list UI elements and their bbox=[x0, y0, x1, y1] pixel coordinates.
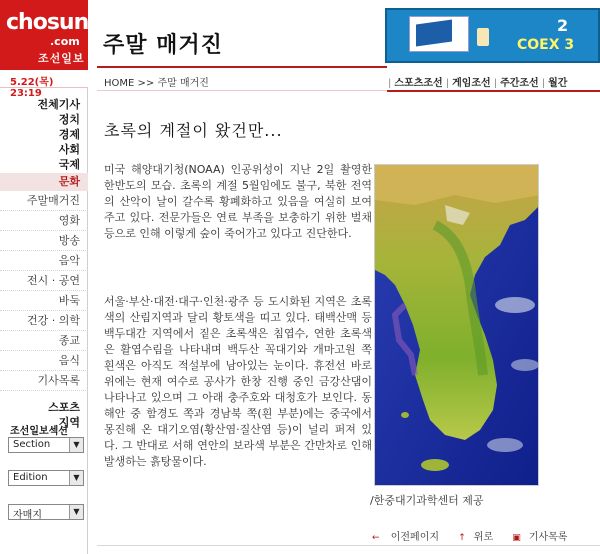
edition-select[interactable] bbox=[8, 470, 84, 486]
logo-dotcom: .com bbox=[50, 35, 80, 48]
satellite-photo bbox=[374, 164, 539, 486]
logo-brand: chosun bbox=[6, 10, 89, 35]
footer-divider bbox=[97, 545, 600, 546]
article-paragraph: 미국 해양대기청(NOAA) 인공위성이 지난 2일 촬영한 한반도의 모습. 초록의 계절 5월임에도 불구, 북한 전역의 산악이 날이 갈수록 황폐화하고 있음을 여실히 보여주고 있다. 전문가들은 연료 부족을 보충하기 위한 벌채 등으로 인해 이렇게 숲이 죽어가고 있다고 진단한다. bbox=[104, 163, 372, 240]
nav-music[interactable]: 음악 bbox=[0, 251, 88, 271]
cup-icon bbox=[477, 28, 489, 46]
nav-broadcast[interactable]: 방송 bbox=[0, 231, 88, 251]
list-icon: ▣ bbox=[512, 533, 521, 543]
title-divider bbox=[97, 66, 387, 68]
article-footer-links bbox=[372, 528, 583, 543]
banner-text: COEX 3 bbox=[517, 37, 575, 53]
nav-society[interactable]: 사회 bbox=[58, 143, 80, 156]
arrow-up-icon: ↑ bbox=[458, 533, 466, 543]
banner-number: 2 bbox=[557, 16, 569, 35]
nav-economy[interactable]: 경제 bbox=[58, 128, 80, 141]
nav-food[interactable]: 음식 bbox=[0, 351, 88, 371]
nav-exhibition[interactable]: 전시 · 공연 bbox=[0, 271, 88, 291]
page-title: 주말 매거진 bbox=[103, 33, 223, 58]
link-monthly[interactable]: 월간 bbox=[548, 78, 568, 88]
family-site-links: | 스포츠조선 | 게임조선 | 주간조선 | 월간 bbox=[388, 78, 568, 88]
article-list-link[interactable]: ▣ 기사목록 bbox=[512, 532, 568, 543]
chevron-down-icon: ▼ bbox=[69, 471, 83, 485]
chevron-down-icon: ▼ bbox=[69, 438, 83, 452]
nav-article-list[interactable]: 기사목록 bbox=[0, 371, 88, 391]
section-select-value: Section bbox=[13, 439, 51, 450]
nav-baduk[interactable]: 바둑 bbox=[0, 291, 88, 311]
nav-movie[interactable]: 영화 bbox=[0, 211, 88, 231]
laptop-icon bbox=[409, 16, 469, 52]
nav-weekend-magazine[interactable]: 주말매거진 bbox=[0, 191, 88, 211]
links-divider bbox=[387, 90, 600, 92]
section-nav bbox=[0, 96, 88, 429]
chevron-down-icon: ▼ bbox=[69, 505, 83, 519]
nav-region[interactable]: 지역 bbox=[58, 416, 80, 429]
arrow-left-icon: ← bbox=[372, 533, 380, 543]
top-link[interactable]: ↑ 위로 bbox=[458, 532, 494, 543]
link-game-chosun[interactable]: 게임조선 bbox=[452, 78, 491, 88]
nav-sports[interactable]: 스포츠 bbox=[48, 401, 80, 414]
nav-religion[interactable]: 종교 bbox=[0, 331, 88, 351]
nav-politics[interactable]: 정치 bbox=[58, 113, 80, 126]
link-weekly-chosun[interactable]: 주간조선 bbox=[500, 78, 539, 88]
nav-all-articles[interactable]: 전체기사 bbox=[37, 98, 80, 111]
section-select[interactable] bbox=[8, 437, 84, 453]
left-sidebar bbox=[0, 0, 88, 554]
photo-credit: /한중대기과학센터 제공 bbox=[370, 494, 484, 507]
article-title: 초록의 계절이 왔건만... bbox=[104, 121, 283, 140]
chosun-logo[interactable] bbox=[0, 0, 88, 70]
prev-page-link[interactable]: ← 이전페이지 bbox=[372, 532, 440, 543]
edition-select-value: Edition bbox=[13, 472, 48, 483]
nav-international[interactable]: 국제 bbox=[58, 158, 80, 171]
header-divider bbox=[97, 90, 387, 91]
magazine-select[interactable] bbox=[8, 504, 84, 520]
korean-peninsula-image bbox=[375, 165, 539, 486]
logo-korean: 조선일보 bbox=[38, 52, 85, 65]
date-display: 5.22(목) 23:19 bbox=[0, 70, 88, 88]
ad-banner[interactable] bbox=[385, 8, 600, 63]
link-sports-chosun[interactable]: 스포츠조선 bbox=[394, 78, 443, 88]
nav-culture[interactable]: 문화 bbox=[0, 173, 88, 191]
nav-health[interactable]: 건강 · 의학 bbox=[0, 311, 88, 331]
section-select-label: 조선일보섹션 bbox=[10, 426, 68, 437]
article-paragraph: 서울·부산·대전·대구·인천·광주 등 도시화된 지역은 초록색의 산림지역과 달리 황토색을 띠고 있다. 태백산맥 등 백두대간 지역에서 짙은 초록색은 침엽수, 연한 초록색은 활엽수림을 나타내며 백두산 꼭대기와 개마고원 쪽 흰색은 아직도 적설부에 남아있는 눈이다. 휴전선 바로 위에는 현재 여수로 공사가 한창 진행 중인 금강산댐이 나타나고 있으며 그 아래 충주호와 대청호가 보인다. 동해안 중 함경도 쪽과 경남북 쪽(흰 부분)에는 중국에서 몽진해 온 대기오염(황산염·질산염 등)이 널리 퍼져 있다. 그 반대로 서해 연안의 보라색 부분은 간만차로 인해 발생하는 흙탕물이다. bbox=[104, 295, 372, 468]
breadcrumb[interactable]: HOME >> 주말 매거진 bbox=[104, 78, 209, 89]
magazine-select-value: 자매지 bbox=[13, 510, 42, 521]
